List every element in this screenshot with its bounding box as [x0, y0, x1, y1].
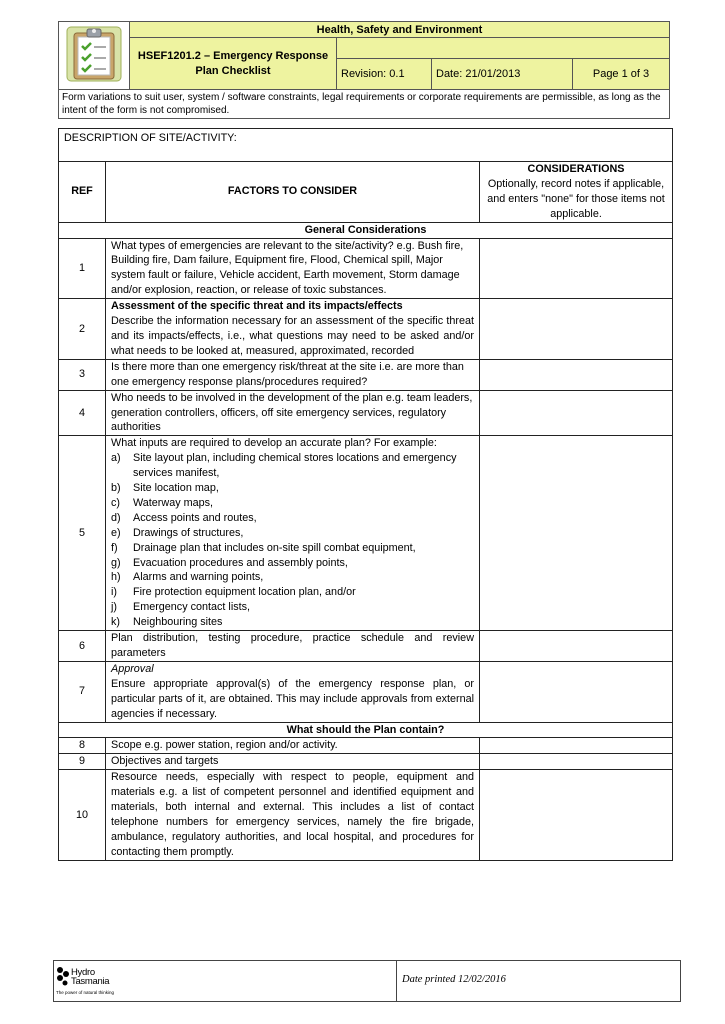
row-ref: 9 — [59, 754, 106, 770]
clipboard-checklist-icon — [64, 24, 124, 84]
factor-text: Objectives and targets — [106, 754, 480, 770]
list-item: b) Site location map, — [111, 482, 219, 495]
list-item: a) Site layout plan, including chemical stores locations and emergency services manifest, — [111, 452, 457, 480]
form-code-title: HSEF1201.2 – Emergency Response Plan Checklist — [130, 38, 337, 90]
hydro-tasmania-logo-icon — [56, 966, 115, 995]
list-item: h) Alarms and warning points, — [111, 571, 264, 584]
description-label: DESCRIPTION OF SITE/ACTIVITY: — [64, 132, 237, 144]
row-ref: 1 — [59, 238, 106, 299]
form-variation-note: Form variations to suit user, system / software constraints, legal requirements or corporate requirements are permissible, as long as the intent of the form is not compromised. — [59, 90, 670, 119]
list-item: g) Evacuation procedures and assembly points, — [111, 556, 348, 569]
factor-text: Resource needs, especially with respect to people, equipment and materials e.g. a list of competent personnel and identified equipment and materials, both internal and external. This includes a list of contact telephone numbers for emergency services, namely the fire brigade, ambulance, regulatory authorities, and local hospital, and procedures for contacting them promptly. — [106, 770, 480, 860]
considerations-cell[interactable] — [480, 238, 673, 299]
considerations-cell[interactable] — [480, 754, 673, 770]
row-ref: 6 — [59, 631, 106, 662]
header-spacer — [337, 38, 670, 59]
logo-cell — [59, 22, 130, 90]
list-item: f) Drainage plan that includes on-site spill combat equipment, — [111, 541, 416, 554]
factor-text: Plan distribution, testing procedure, practice schedule and review parameters — [106, 631, 480, 662]
brand-mark-icon — [56, 966, 70, 988]
revision-label: Revision: 0.1 — [337, 59, 432, 90]
considerations-cell[interactable] — [480, 770, 673, 860]
footer-logo-cell — [54, 961, 397, 1001]
factor-text: Who needs to be involved in the development of the plan e.g. team leaders, generation controllers, officers, off site emergency services, regulatory authorities — [106, 390, 480, 436]
row-ref: 2 — [59, 299, 106, 360]
considerations-cell[interactable] — [480, 359, 673, 390]
row-ref: 5 — [59, 436, 106, 631]
considerations-subtitle: Optionally, record notes if applicable, and enters "none" for those items not applicable. — [487, 177, 665, 220]
factor-cell — [106, 661, 480, 722]
factor-text: Scope e.g. power station, region and/or activity. — [106, 738, 480, 754]
factor-text: What types of emergencies are relevant to the site/activity? e.g. Bush fire, Building fire, Dam failure, Equipment fire, Flood, Chemical spill, Major system fault or failure, Vehicle accident, Earth movement, Storm damage and/or explosion, reaction, or release of toxic substances. — [106, 238, 480, 299]
factor-text: Describe the information necessary for an assessment of the specific threat and its impacts/effects, i.e., what questions may need to be asked and/or what needs to be looked at, measured, approximated, recorded — [111, 315, 474, 357]
considerations-cell[interactable] — [480, 299, 673, 360]
row-ref: 10 — [59, 770, 106, 860]
date-label: Date: 21/01/2013 — [432, 59, 573, 90]
list-item: e) Drawings of structures, — [111, 526, 244, 539]
list-item: j) Emergency contact lists, — [111, 601, 251, 614]
row-ref: 4 — [59, 390, 106, 436]
form-category-title: Health, Safety and Environment — [130, 22, 670, 38]
factor-text: Ensure appropriate approval(s) of the emergency response plan, or particular parts of it, are obtained. This may include approvals from external agencies if necessary. — [111, 677, 474, 720]
factor-cell — [106, 299, 480, 360]
list-item: d) Access points and routes, — [111, 511, 257, 524]
list-item: i) Fire protection equipment location plan, and/or — [111, 586, 356, 599]
brand-tagline: The power of natural thinking — [56, 990, 115, 995]
page-footer — [53, 960, 681, 1002]
checklist-table — [58, 128, 673, 861]
description-field[interactable] — [59, 129, 673, 162]
section-general-considerations: General Considerations — [59, 222, 673, 238]
row-ref: 3 — [59, 359, 106, 390]
section-plan-contents: What should the Plan contain? — [59, 722, 673, 738]
row-ref: 8 — [59, 738, 106, 754]
column-header-considerations — [480, 162, 673, 223]
factor-cell — [106, 436, 480, 631]
list-item: k) Neighbouring sites — [111, 616, 223, 629]
page-label: Page 1 of 3 — [573, 59, 670, 90]
considerations-cell[interactable] — [480, 390, 673, 436]
inputs-list — [111, 451, 474, 630]
considerations-cell[interactable] — [480, 631, 673, 662]
column-header-factors: FACTORS TO CONSIDER — [106, 162, 480, 223]
considerations-cell[interactable] — [480, 661, 673, 722]
date-printed: Date printed 12/02/2016 — [402, 974, 506, 985]
factor-text: Is there more than one emergency risk/threat at the site i.e. are more than one emergency response plans/procedures required? — [106, 359, 480, 390]
factor-heading: Assessment of the specific threat and its impacts/effects — [111, 300, 403, 313]
form-header — [58, 21, 670, 119]
considerations-cell[interactable] — [480, 436, 673, 631]
list-item: c) Waterway maps, — [111, 496, 213, 509]
row-ref: 7 — [59, 661, 106, 722]
considerations-cell[interactable] — [480, 738, 673, 754]
column-header-ref: REF — [59, 162, 106, 223]
considerations-title: CONSIDERATIONS — [527, 163, 625, 175]
factor-heading: Approval — [111, 662, 154, 675]
brand-name: Hydro Tasmania — [71, 967, 110, 987]
factor-intro: What inputs are required to develop an accurate plan? For example: — [111, 437, 437, 450]
